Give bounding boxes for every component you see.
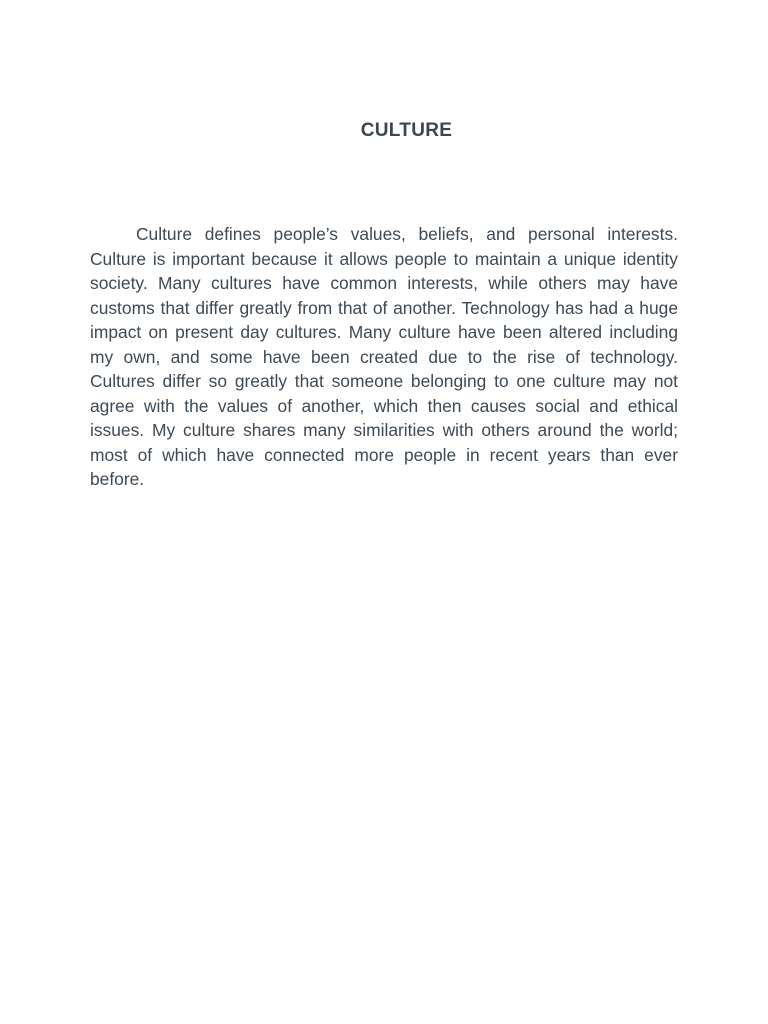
document-title: CULTURE	[360, 120, 453, 141]
body-paragraph: Culture defines people’s values, beliefs, and personal interests. Culture is important because it allows people to maintain a unique identity society. Many cultures have common interests, while others may have customs that differ greatly from that of another. Technology has had a huge impact on present day cultures. Many culture have been altered including my own, and some have been created due to the rise of technology. Cultures differ so greatly that someone belonging to one culture may not agree with the values of another, which then causes social and ethical issues. My culture shares many similarities with others around the world; most of which have connected more people in recent years than ever before.	[90, 224, 678, 489]
